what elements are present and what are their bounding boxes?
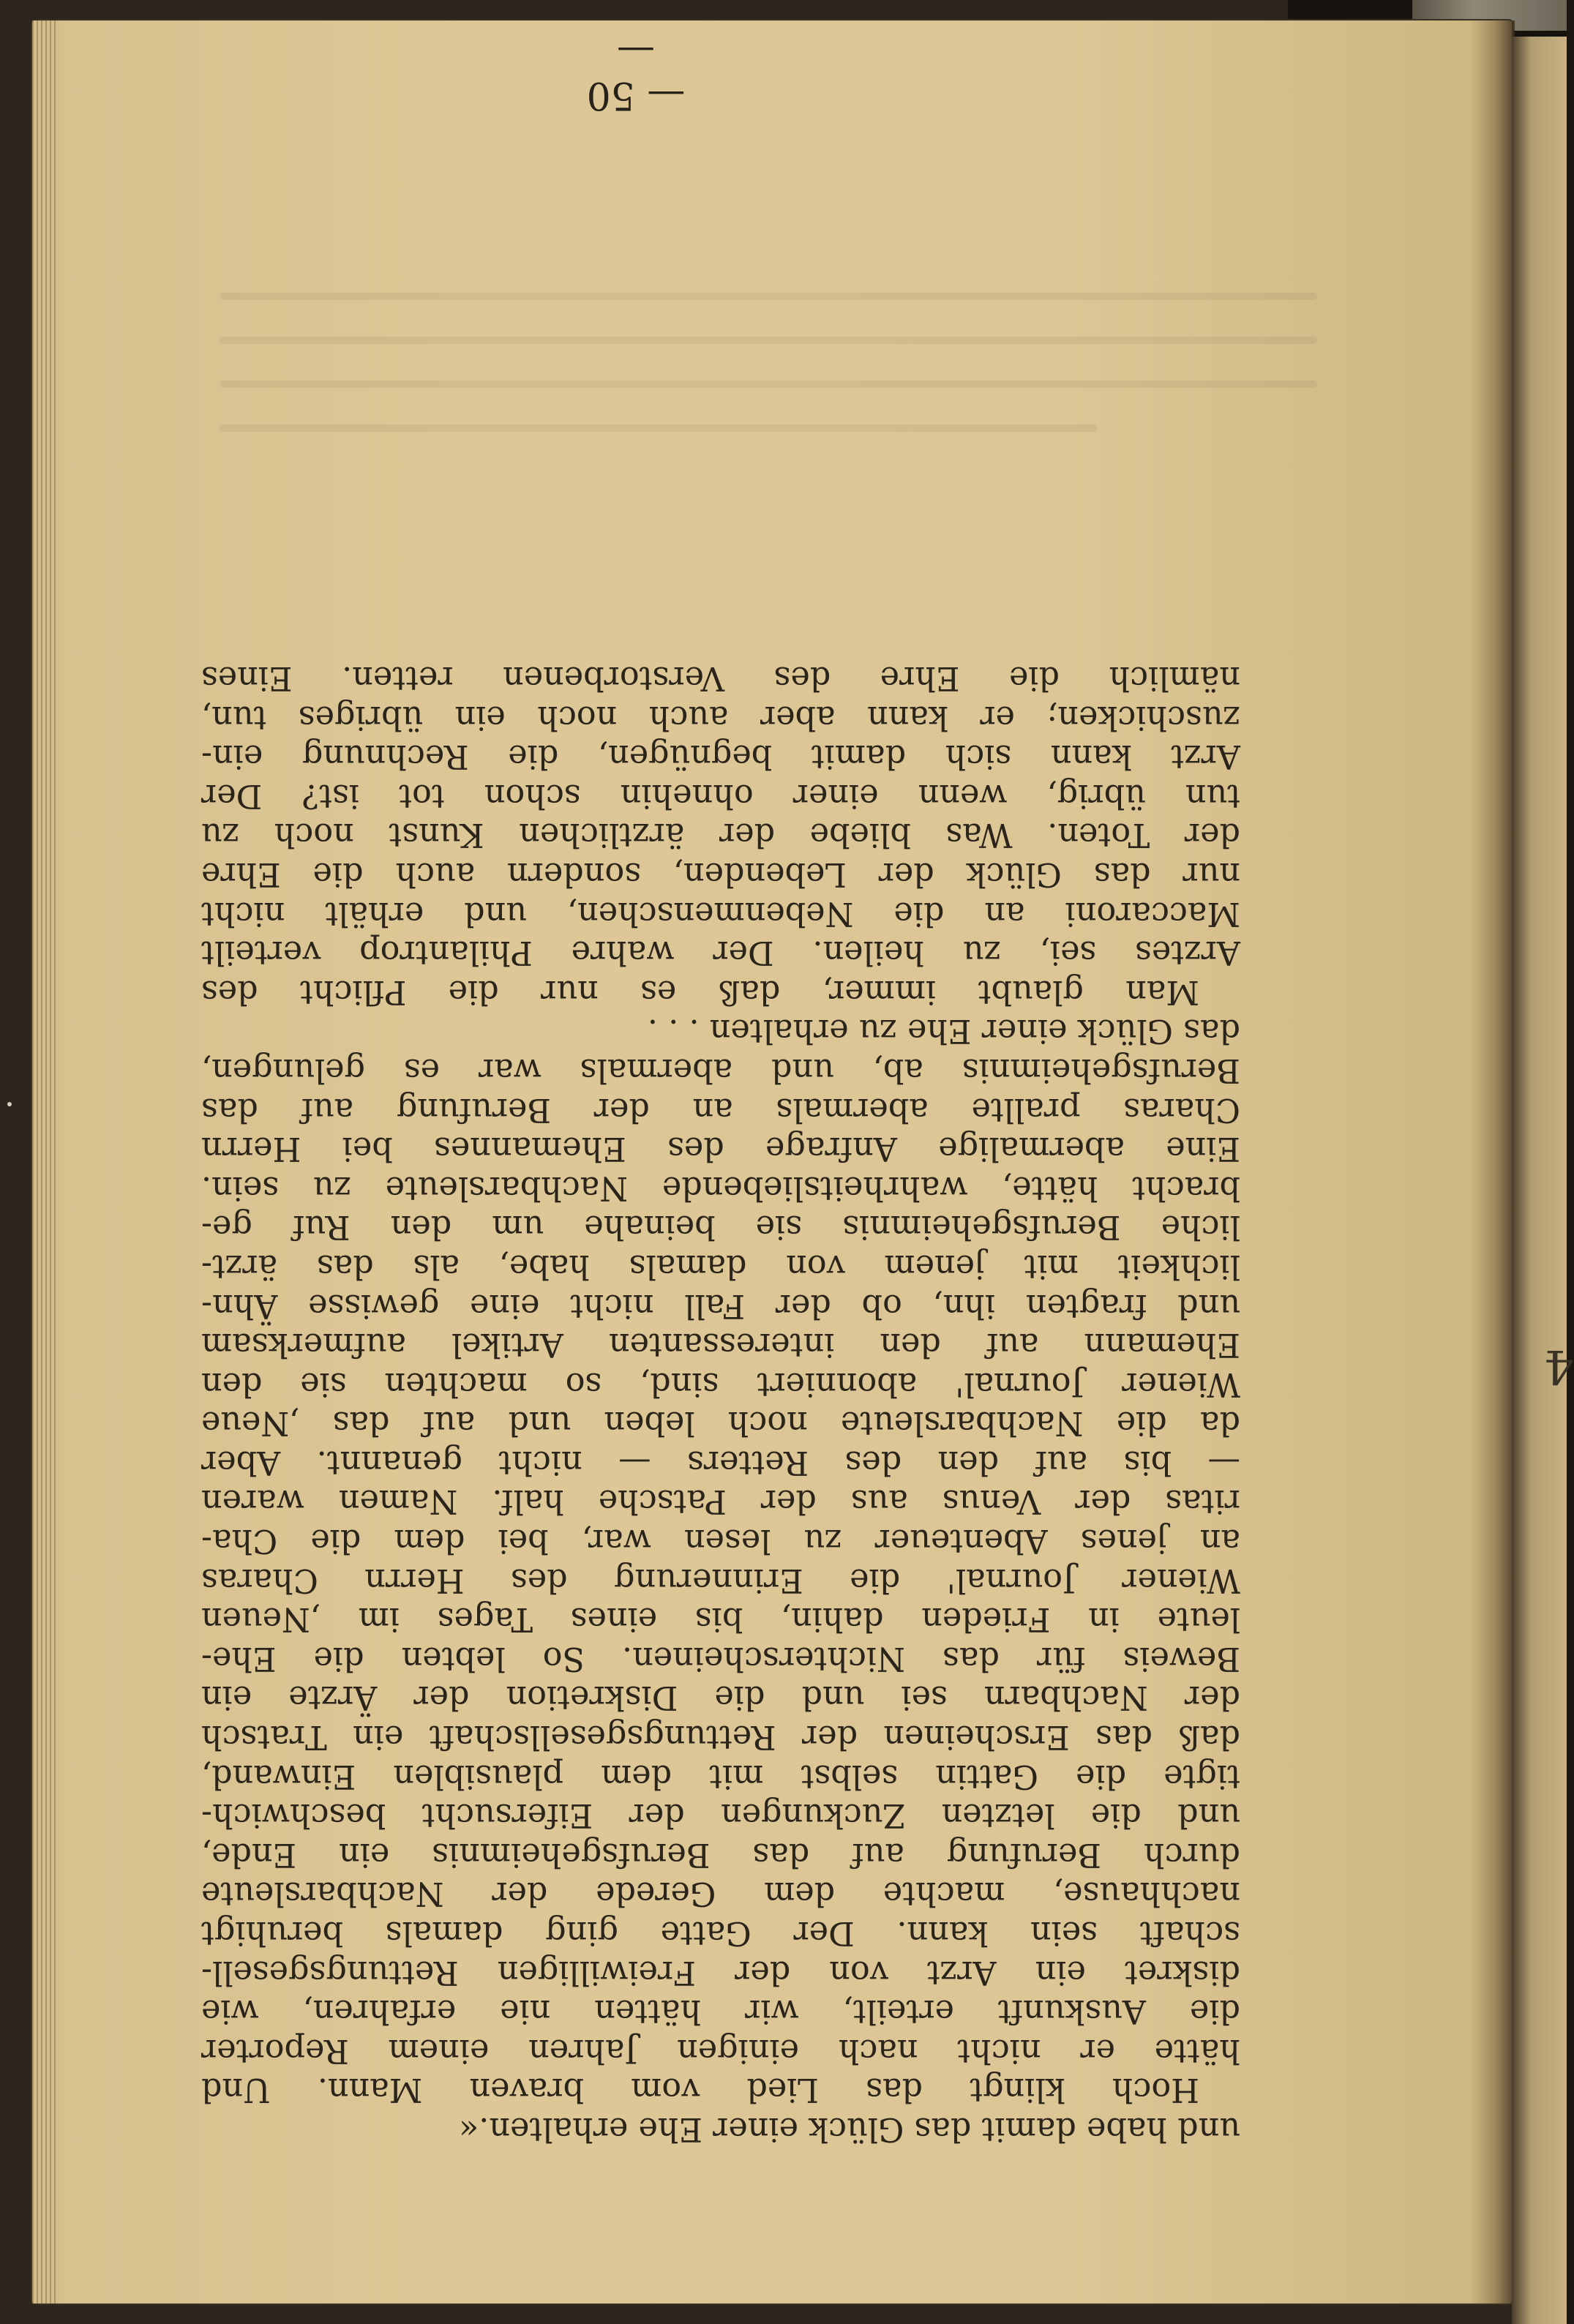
text-line: und habe damit das Glück einer Ehe erhalten.« [459, 2110, 1240, 2148]
text-line: lichkeit mit jenem von damals habe, als das ärzt- [201, 1247, 1240, 1285]
text-line: und fragten ihn, ob der Fall nicht eine gewisse Ähn- [201, 1286, 1240, 1324]
text-line: an jenes Abenteuer zu lesen war, bei dem die Cha- [201, 1522, 1240, 1560]
text-line: das Glück einer Ehe zu erhalten . . . [647, 1012, 1240, 1050]
text-line: ritas der Venus aus der Patsche half. Namen waren [201, 1483, 1240, 1521]
text-line: Beweis für das Nichterscheinen. So lebten die Ehe- [201, 1639, 1240, 1677]
page-number: — 50 — [586, 29, 686, 117]
text-line: Hoch klingt das Lied vom braven Mann. Und [201, 2071, 1199, 2109]
text-line: Charas prallte abermals an der Berufung auf das [201, 1090, 1240, 1128]
text-line: die Auskunft erteilt, wir hätten nie erfahren, wie [201, 1993, 1240, 2031]
text-line: schaft sein kann. Der Gatte ging damals beruhigt [201, 1914, 1240, 1952]
text-line: nachhause, machte dem Gerede der Nachbarsleute [201, 1875, 1240, 1913]
text-line: der Nachbarn sei und die Diskretion der Ärzte ein [201, 1679, 1240, 1717]
text-line: — bis auf den des Retters — nicht genannt. Aber [201, 1443, 1240, 1481]
text-line: der Toten. Was bliebe der ärztlichen Kunst noch zu [201, 816, 1240, 854]
text-line: Arzt kann sich damit begnügen, die Rechnung ein- [201, 738, 1240, 776]
adjacent-page-mark: 4 [1544, 1339, 1574, 1393]
text-line: diskret ein Arzt von der Freiwilligen Rettungsgesell- [201, 1953, 1240, 1991]
text-line: da die Nachbarsleute noch leben und auf das ‚Neue [201, 1404, 1240, 1442]
text-line: und die letzten Zuckungen der Eifersucht beschwich- [201, 1796, 1240, 1834]
text-line: liche Berufsgeheimnis sie beinahe um den Ruf ge- [201, 1208, 1240, 1246]
text-line: Berufsgeheimnis ab, und abermals war es gelungen, [201, 1051, 1240, 1089]
text-line: tun übrig, wenn einer ohnehin schon tot ist? Der [201, 776, 1240, 814]
text-line: Arztes sei, zu heilen. Der wahre Philantrop verteilt [201, 934, 1240, 972]
text-line: Wiener Journal' die Erinnerung des Herrn Charas [201, 1561, 1240, 1599]
body-text [201, 658, 1240, 2148]
text-line: leute in Frieden dahin, bis eines Tages im ‚Neuen [201, 1600, 1240, 1638]
text-line: hätte er nicht nach einigen Jahren einem Reporter [201, 2031, 1240, 2069]
text-line: tigte die Gattin selbst mit dem plausiblen Einwand, [201, 1757, 1240, 1795]
text-line: Ehemann auf den interessanten Artikel aufmerksam [201, 1326, 1240, 1364]
text-line: bracht hätte, wahrheitsliebende Nachbarsleute zu sein. [201, 1169, 1240, 1207]
text-line: nämlich die Ehre des Verstorbenen retten. Eines [201, 659, 1240, 697]
text-line: daß das Erscheinen der Rettungsgesellschaft ein Tratsch [201, 1718, 1240, 1756]
text-line: durch Berufung auf das Berufsgeheimnis ein Ende, [201, 1835, 1240, 1873]
text-line: Maccaroni an die Nebenmenschen, und erhält nicht [201, 894, 1240, 932]
text-line: Man glaubt immer, daß es nur die Pflicht des [201, 972, 1199, 1011]
text-line: zuschicken; er kann aber auch noch ein übriges tun, [201, 698, 1240, 736]
text-line: nur das Glück der Lebenden, sondern auch die Ehre [201, 855, 1240, 893]
text-line: Eine abermalige Anfrage des Ehemannes bei Herrn [201, 1130, 1240, 1168]
text-line: Wiener Journal' abonniert sind, so machten sie den [201, 1365, 1240, 1403]
